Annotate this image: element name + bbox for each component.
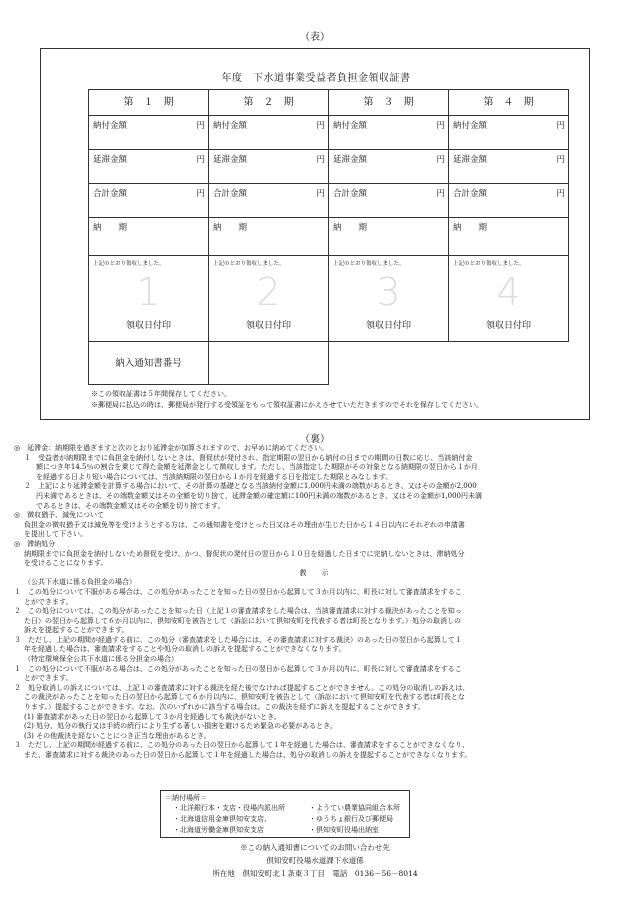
stamp-label: 領収日付印 — [485, 321, 531, 331]
back-line: 額につき年14.5％の割合を乗じて得た金額を延滞金として徴収します。ただし、当該指定した期限がその対象となる納期限の翌日から１か月 — [36, 463, 478, 472]
front-note: ※この領収証書は５年間保存してください。 — [91, 390, 231, 398]
back-line: ３ ただし、上記の期間が経過する前に、この処分（審査請求をした場合には、その審査請求に対する裁決）のあった日の翌日から起算して１ — [14, 635, 462, 644]
back-line: であるときは、その端数金額又はその全額を切り捨てます。 — [36, 501, 225, 510]
yen-unit: 円 — [316, 121, 325, 131]
period-header: 第 ２ 期 — [208, 89, 329, 116]
contact-office: 倶知安町役場水道課下水道係 — [266, 856, 364, 865]
period-header: 第 １ 期 — [88, 89, 209, 116]
delay-amount-cell — [208, 149, 329, 184]
back-line: また、審査請求に対する裁決のあった日の翌日から起算して１年を経過した場合は、処分の取消しの訴えを提起することができなくなります。 — [24, 751, 472, 759]
total-label: 合計金額 — [213, 189, 248, 199]
payment-label: 納付金額 — [333, 121, 368, 131]
due-label: 納 期 — [453, 223, 488, 233]
back-line: ２ この処分については、この処分があったことを知った日（上記１の審査請求をした場合は、当該審査請求に対する裁決があったことを知っ — [14, 607, 462, 616]
total-label: 合計金額 — [453, 189, 488, 199]
delay-label: 延滞金額 — [453, 155, 488, 165]
payment-amount-cell — [208, 115, 329, 150]
total-label: 合計金額 — [93, 189, 128, 199]
total-amount-cell — [208, 183, 329, 218]
back-line: (3) その他裁決を経ないことにつき正当な理由があるとき。 — [24, 731, 211, 740]
period-header: 第 ３ 期 — [328, 89, 449, 116]
delay-amount-cell — [328, 149, 449, 184]
payment-label: 納付金額 — [93, 121, 128, 131]
payment-place: ・北洋銀行本・支店・役場内派出所 — [173, 804, 285, 812]
payment-place: ・ようてい農業協同組合本所 — [309, 804, 400, 812]
back-line: を受けることになります。 — [24, 559, 108, 568]
payment-places-heading: ＝納付場所＝ — [165, 794, 207, 802]
back-line: (2) 処分、処分の執行又は手続の続行により生ずる著しい損害を避けるため緊急の必要があるとき。 — [24, 722, 337, 731]
back-line: とができます。 — [24, 674, 73, 683]
yen-unit: 円 — [316, 155, 325, 165]
received-note: 上記のとおり領収しました。 — [453, 261, 525, 267]
stamp-label: 領収日付印 — [125, 321, 171, 331]
back-line: １ 受益者が納期限までに負担金を納付しないときは、督促状が発付され、指定期限の翌日から納付の日までの期間の日数に応じ、当該納付金 — [24, 453, 473, 462]
back-line: ◎ 徴収猶予、減免について — [14, 511, 104, 520]
period-digit: 4 — [496, 270, 521, 314]
back-line: この裁決があったことを知った日の翌日から起算して６か月以内に、倶知安町を被告として（訴訟において倶知安町を代表する者は町長とな — [24, 693, 465, 702]
payment-label: 納付金額 — [453, 121, 488, 131]
payment-places-right — [309, 803, 400, 836]
due-amount-cell — [328, 217, 449, 256]
payment-amount-cell — [328, 115, 449, 150]
back-line: 円未満であるときは、その端数金額又はその全額を切り捨て、延滞金額の確定額に100円未満の端数があるとき、又はその金額が1,000円未満 — [36, 491, 482, 500]
period-digit: 3 — [376, 270, 401, 314]
back-line: とができます。 — [24, 597, 73, 606]
period-header: 第 ４ 期 — [448, 89, 569, 116]
back-line: た日）の翌日から起算して６か月以内に、倶知安町を被告として（訴訟において倶知安町を代表する者は町長となります。）処分の取消しの — [24, 616, 461, 625]
back-side-label: （裏） — [300, 434, 330, 445]
total-amount-cell — [448, 183, 569, 218]
contact-note: ※この納入通知書についてのお問い合わせ先 — [240, 843, 390, 852]
delay-label: 延滞金額 — [333, 155, 368, 165]
received-note: 上記のとおり領収しました。 — [333, 261, 405, 267]
back-line: 訴えを提起することができます。 — [24, 626, 129, 635]
receipt-stamp-cell — [448, 255, 569, 342]
notice-number-value — [208, 341, 329, 385]
receipt-stamp-cell — [208, 255, 329, 342]
back-line: 納期限までに負担金を納付しないため督促を受け、かつ、督促状の発付日の翌日から１０日を経過した日までに完納しないときは、滞納処分 — [24, 549, 465, 558]
front-side-label: （表） — [300, 32, 330, 43]
back-line: １ この処分について不服がある場合は、この処分があったことを知った日の翌日から起算して３か月以内に、町長に対して審査請求をするこ — [14, 664, 462, 673]
payment-places-box — [160, 790, 410, 838]
received-note: 上記のとおり領収しました。 — [213, 261, 285, 267]
back-line: 負担金の徴収猶予又は減免等を受けようとする方は、この通知書を受けとった日又はその理由が生じた日から１４日以内にそれぞれの申請書 — [24, 520, 465, 529]
back-line: を提出して下さい。 — [24, 530, 87, 539]
receipt-certificate-frame — [40, 48, 590, 420]
yen-unit: 円 — [556, 155, 565, 165]
notice-number-label: 納入通知書番号 — [88, 341, 209, 385]
due-amount-cell — [448, 217, 569, 256]
payment-place: ・ゆうちょ銀行及び郵便局 — [309, 815, 393, 823]
period-digit: 2 — [256, 270, 281, 314]
total-amount-cell — [328, 183, 449, 218]
payment-amount-cell — [448, 115, 569, 150]
delay-amount-cell — [88, 149, 209, 184]
delay-label: 延滞金額 — [93, 155, 128, 165]
total-label: 合計金額 — [333, 189, 368, 199]
payment-place: ・北海道信用金庫倶知安支店、 — [173, 815, 271, 823]
yen-unit: 円 — [316, 189, 325, 199]
back-line: を経過する日より短い場合については、当該納期限の翌日から１か月を経過する日を指定した期限とみなします。 — [36, 472, 393, 481]
receipt-stamp-cell — [328, 255, 449, 342]
receipt-grid — [88, 89, 568, 385]
back-line: 年を経過した場合は、審査請求をすることや処分の取消しの訴えを提起することができなくなります。 — [24, 645, 346, 654]
back-line: １ この処分について不服がある場合は、この処分があったことを知った日の翌日から起算して３か月以内に、町長に対して審査請求をするこ — [14, 587, 462, 596]
yen-unit: 円 — [196, 155, 205, 165]
total-amount-cell — [88, 183, 209, 218]
certificate-title: 年度 下水道事業受益者負担金領収証書 — [221, 73, 411, 84]
delay-amount-cell — [448, 149, 569, 184]
yen-unit: 円 — [556, 121, 565, 131]
back-line: ります。）提起することができます。なお、次のいずれかに該当する場合は、この裁決を経ずに訴えを提起することができます。 — [24, 703, 425, 712]
received-note: 上記のとおり領収しました。 — [93, 261, 165, 267]
yen-unit: 円 — [436, 121, 445, 131]
back-line: ３ ただし、上記の期間が経過する前に、この処分のあった日の翌日から起算して１年を経過した場合は、審査請求をすることができなくなり、 — [14, 741, 469, 750]
back-instructions — [14, 444, 618, 761]
due-amount-cell — [88, 217, 209, 256]
period-digit: 1 — [136, 270, 161, 314]
contact-address: 所在地 倶知安町北１条東３丁目 電話 0136－56－8014 — [212, 869, 418, 878]
due-amount-cell — [208, 217, 329, 256]
back-line: ２ 上記により延滞金額を計算する場合において、その計算の基礎となる当該納付金額に1,000円未満の端数があるとき、又はその金額が2,000 — [24, 482, 477, 491]
yen-unit: 円 — [436, 189, 445, 199]
due-label: 納 期 — [213, 223, 248, 233]
yen-unit: 円 — [196, 189, 205, 199]
front-notes — [91, 389, 483, 411]
back-line: （公共下水道に係る負担金の場合） — [24, 578, 136, 587]
stamp-label: 領収日付印 — [365, 321, 411, 331]
due-label: 納 期 — [93, 223, 128, 233]
back-line: （特定環境保全公共下水道に係る分担金の場合） — [24, 655, 178, 664]
stamp-label: 領収日付印 — [245, 321, 291, 331]
delay-label: 延滞金額 — [213, 155, 248, 165]
payment-amount-cell — [88, 115, 209, 150]
back-line: (1) 審査請求があった日の翌日から起算して３か月を経過しても裁決がないとき。 — [24, 712, 281, 721]
back-line: 教 示 — [299, 568, 333, 577]
front-note: ※郵便局に払込の時は、郵便局が発行する受領証をもって領収証書にかえさせていただきますのでそれを保存してください。 — [91, 401, 483, 409]
due-label: 納 期 — [333, 223, 368, 233]
payment-label: 納付金額 — [213, 121, 248, 131]
payment-place: ・北海道労働金庫倶知安支店 — [173, 826, 264, 834]
payment-places-left — [173, 803, 285, 836]
receipt-stamp-cell — [88, 255, 209, 342]
back-line: ◎ 滞納処分 — [14, 539, 56, 548]
back-line: ２ 処分取消しの訴えについては、上記１の審査請求に対する裁決を経た後でなければ提起することができません。この処分の取消しの訴えは、 — [14, 683, 470, 692]
yen-unit: 円 — [436, 155, 445, 165]
yen-unit: 円 — [556, 189, 565, 199]
payment-place: ・倶知安町役場出納室 — [309, 826, 379, 834]
yen-unit: 円 — [196, 121, 205, 131]
back-line: ◎ 延滞金：納期限を過ぎますと次のとおり延滞金が加算されますので、お早めに納めてください。 — [14, 444, 328, 452]
